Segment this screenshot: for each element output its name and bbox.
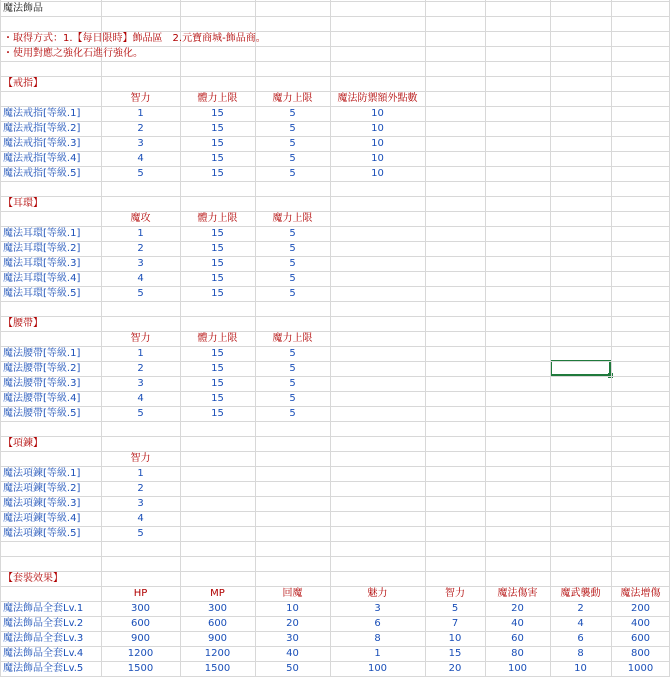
value-cell: 7: [451, 618, 459, 629]
column-gridline: [550, 0, 551, 677]
value-cell: 2: [577, 603, 584, 614]
value-cell: 15: [211, 258, 224, 269]
value-cell: 15: [211, 228, 224, 239]
value-cell: 5: [289, 258, 296, 269]
row-name: 魔法飾品全套Lv.1: [3, 603, 84, 614]
row-name: 魔法戒指[等級.4]: [3, 153, 81, 164]
value-cell: 8: [577, 648, 584, 659]
value-cell: 15: [448, 648, 462, 659]
value-cell: 200: [630, 603, 651, 614]
value-cell: 15: [211, 138, 224, 149]
row-name: 魔法腰帶[等級.5]: [3, 408, 81, 419]
value-cell: 4: [137, 513, 144, 524]
value-cell: 10: [574, 663, 587, 674]
value-cell: 10: [371, 168, 384, 179]
value-cell: 40: [511, 618, 524, 629]
column-header: HP: [133, 588, 148, 599]
value-cell: 80: [511, 648, 524, 659]
value-cell: 15: [211, 168, 224, 179]
row-name: 魔法戒指[等級.3]: [3, 138, 81, 149]
row-name: 魔法腰帶[等級.2]: [3, 363, 81, 374]
value-cell: 15: [211, 273, 224, 284]
row-name: 魔法項鍊[等級.4]: [3, 513, 81, 524]
value-cell: 800: [630, 648, 651, 659]
row-name: 魔法飾品全套Lv.3: [3, 633, 84, 644]
column-header: 智力: [130, 93, 151, 104]
column-header: 魔法防禦額外點數: [337, 93, 418, 104]
value-cell: 15: [211, 348, 224, 359]
row-name: 魔法耳環[等級.5]: [3, 288, 81, 299]
sheet-title: 魔法飾品: [3, 3, 43, 14]
value-cell: 6: [577, 633, 584, 644]
column-header: 體力上限: [197, 93, 238, 104]
value-cell: 15: [211, 408, 224, 419]
value-cell: 4: [137, 273, 144, 284]
value-cell: 3: [137, 498, 144, 509]
value-cell: 2: [137, 483, 144, 494]
value-cell: 600: [207, 618, 228, 629]
value-cell: 60: [511, 633, 524, 644]
value-cell: 3: [137, 138, 144, 149]
row-name: 魔法耳環[等級.2]: [3, 243, 81, 254]
value-cell: 1: [137, 228, 144, 239]
value-cell: 5: [289, 243, 296, 254]
column-header: 智力: [130, 333, 151, 344]
value-cell: 5: [289, 288, 296, 299]
value-cell: 1: [137, 348, 144, 359]
value-cell: 5: [137, 528, 144, 539]
row-name: 魔法項鍊[等級.3]: [3, 498, 81, 509]
value-cell: 15: [211, 243, 224, 254]
row-name: 魔法飾品全套Lv.4: [3, 648, 84, 659]
row-name: 魔法耳環[等級.4]: [3, 273, 81, 284]
column-gridline: [485, 0, 486, 677]
column-header: 回魔: [282, 588, 303, 599]
value-cell: 30: [286, 633, 299, 644]
value-cell: 10: [371, 153, 384, 164]
value-cell: 5: [289, 393, 296, 404]
value-cell: 5: [289, 228, 296, 239]
row-name: 魔法戒指[等級.5]: [3, 168, 81, 179]
value-cell: 5: [289, 138, 296, 149]
column-header: 魔力上限: [272, 213, 313, 224]
value-cell: 10: [371, 108, 384, 119]
column-header: 智力: [445, 588, 465, 599]
value-cell: 1500: [127, 663, 154, 674]
value-cell: 15: [211, 123, 224, 134]
value-cell: 5: [137, 408, 144, 419]
value-cell: 3: [374, 603, 381, 614]
value-cell: 5: [289, 168, 296, 179]
row-name: 魔法腰帶[等級.4]: [3, 393, 81, 404]
value-cell: 1000: [627, 663, 654, 674]
column-header: 智力: [130, 453, 151, 464]
column-header: 魔法傷害: [497, 588, 538, 599]
active-cell-selection[interactable]: [550, 360, 611, 376]
value-cell: 5: [451, 603, 459, 614]
section-heading: 【戒指】: [3, 78, 43, 89]
column-gridline: [611, 0, 612, 677]
value-cell: 2: [137, 243, 144, 254]
value-cell: 5: [289, 108, 296, 119]
value-cell: 15: [211, 378, 224, 389]
column-header: 魅力: [367, 588, 388, 599]
value-cell: 20: [286, 618, 299, 629]
section-heading: 【腰帶】: [3, 318, 43, 329]
value-cell: 900: [207, 633, 228, 644]
section-heading: 【耳環】: [3, 198, 43, 209]
column-header: 魔力上限: [272, 93, 313, 104]
column-header: 魔力上限: [272, 333, 313, 344]
column-header: 體力上限: [197, 333, 238, 344]
value-cell: 10: [371, 123, 384, 134]
row-name: 魔法飾品全套Lv.5: [3, 663, 84, 674]
column-header: 體力上限: [197, 213, 238, 224]
value-cell: 1: [374, 648, 381, 659]
value-cell: 15: [211, 363, 224, 374]
value-cell: 8: [374, 633, 381, 644]
value-cell: 5: [137, 288, 144, 299]
value-cell: 5: [289, 378, 296, 389]
value-cell: 40: [286, 648, 299, 659]
value-cell: 300: [130, 603, 151, 614]
row-name: 魔法腰帶[等級.3]: [3, 378, 81, 389]
value-cell: 100: [367, 663, 388, 674]
row-name: 魔法戒指[等級.2]: [3, 123, 81, 134]
column-header: MP: [210, 588, 225, 599]
value-cell: 20: [511, 603, 524, 614]
value-cell: 1: [137, 108, 144, 119]
value-cell: 600: [130, 618, 151, 629]
column-header: 魔攻: [130, 213, 151, 224]
value-cell: 1200: [204, 648, 231, 659]
section-heading: 【項鍊】: [3, 438, 43, 449]
column-header: 魔法增傷: [620, 588, 661, 599]
value-cell: 5: [289, 273, 296, 284]
value-cell: 20: [448, 663, 462, 674]
value-cell: 3: [137, 258, 144, 269]
value-cell: 3: [137, 378, 144, 389]
value-cell: 10: [286, 603, 299, 614]
note-line: ・取得方式：1.【每日限時】飾品區 2.元寶商城-飾品商。: [3, 33, 266, 44]
row-name: 魔法腰帶[等級.1]: [3, 348, 81, 359]
value-cell: 4: [137, 153, 144, 164]
value-cell: 5: [289, 408, 296, 419]
column-header: 魔武襲動: [560, 588, 601, 599]
value-cell: 5: [289, 153, 296, 164]
row-name: 魔法項鍊[等級.2]: [3, 483, 81, 494]
value-cell: 1: [137, 468, 144, 479]
value-cell: 300: [207, 603, 228, 614]
value-cell: 2: [137, 363, 144, 374]
value-cell: 5: [137, 168, 144, 179]
value-cell: 15: [211, 153, 224, 164]
row-name: 魔法耳環[等級.1]: [3, 228, 81, 239]
row-name: 魔法項鍊[等級.5]: [3, 528, 81, 539]
value-cell: 5: [289, 363, 296, 374]
value-cell: 1500: [204, 663, 231, 674]
row-name: 魔法飾品全套Lv.2: [3, 618, 84, 629]
row-name: 魔法項鍊[等級.1]: [3, 468, 81, 479]
value-cell: 10: [448, 633, 462, 644]
column-gridline: [425, 0, 426, 677]
value-cell: 5: [289, 123, 296, 134]
value-cell: 900: [130, 633, 151, 644]
value-cell: 50: [286, 663, 299, 674]
value-cell: 6: [374, 618, 381, 629]
value-cell: 1200: [127, 648, 154, 659]
value-cell: 4: [137, 393, 144, 404]
value-cell: 400: [630, 618, 651, 629]
value-cell: 10: [371, 138, 384, 149]
value-cell: 600: [630, 633, 651, 644]
value-cell: 5: [289, 348, 296, 359]
row-name: 魔法耳環[等級.3]: [3, 258, 81, 269]
value-cell: 15: [211, 393, 224, 404]
value-cell: 2: [137, 123, 144, 134]
row-name: 魔法戒指[等級.1]: [3, 108, 81, 119]
note-line: ・使用對應之強化石進行強化。: [3, 48, 143, 59]
value-cell: 15: [211, 288, 224, 299]
section-heading: 【套裝效果】: [3, 573, 63, 584]
value-cell: 4: [577, 618, 584, 629]
value-cell: 100: [507, 663, 528, 674]
value-cell: 15: [211, 108, 224, 119]
